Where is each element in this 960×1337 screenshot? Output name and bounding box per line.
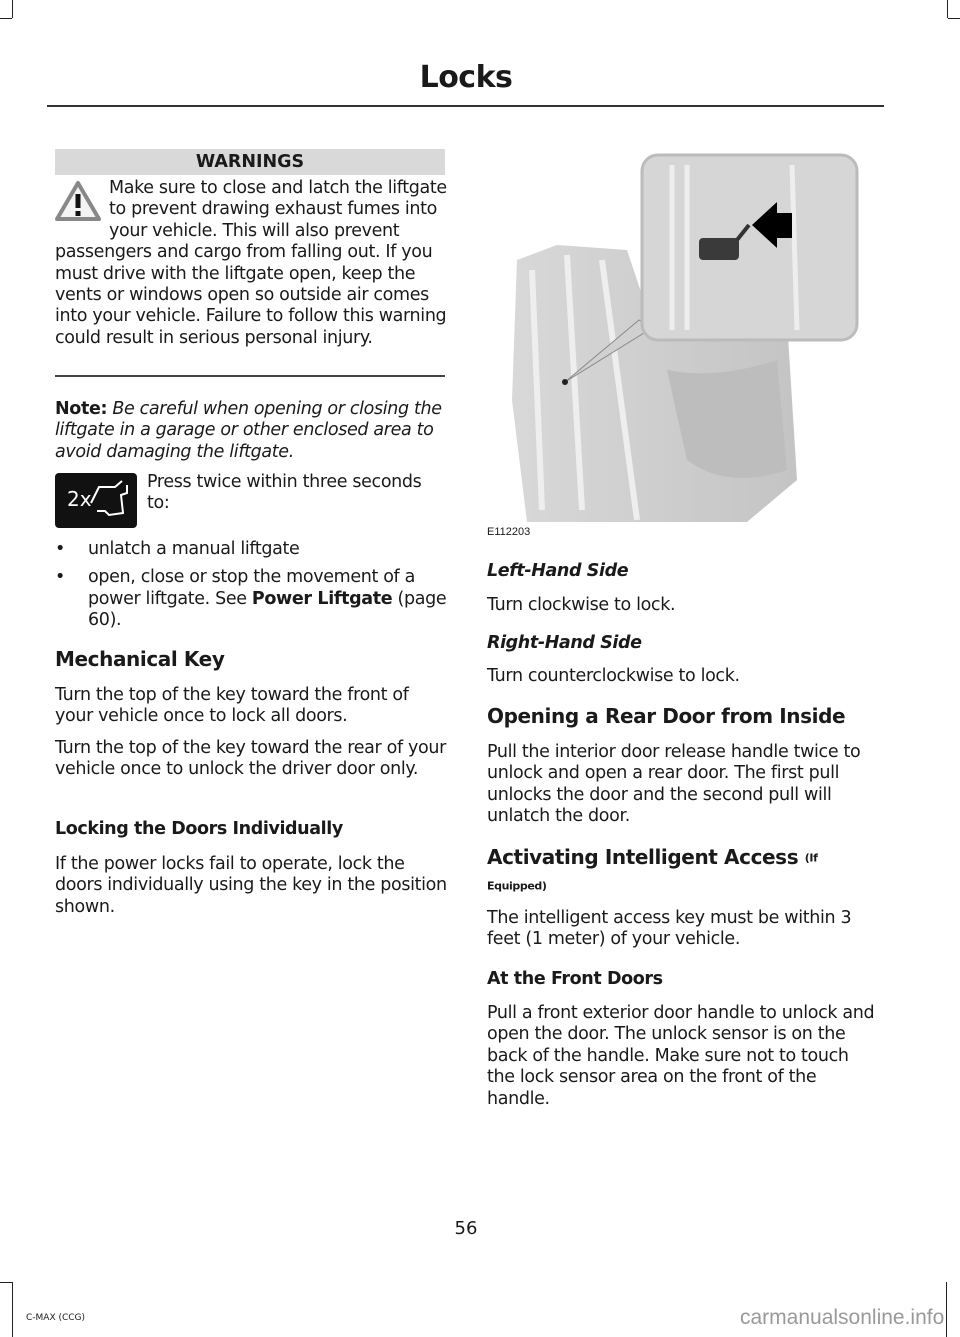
warning-text: Make sure to close and latch the liftgate to prevent drawing exhaust fumes into your vehicle. This will also prevent passengers and cargo from falling out. If you must drive with the liftgate open, keep the vents or windows open so outside air comes into your vehicle. Failure to follow this warning could result in serious personal injury. bbox=[55, 178, 447, 348]
bullet-text: open, close or stop the movement of a power liftgate. See bbox=[88, 567, 415, 609]
warning-block bbox=[55, 178, 447, 349]
front-doors-heading: At the Front Doors bbox=[487, 969, 663, 989]
mechanical-key-p2: Turn the top of the key toward the rear of your vehicle once to unlock the driver door only. bbox=[55, 738, 446, 780]
front-doors-text: Pull a front exterior door handle to unlock and open the door. The unlock sensor is on the back of the handle. Make sure not to touch the lock sensor area on the front of the handle. bbox=[487, 1003, 875, 1109]
lhs-heading: Left-Hand Side bbox=[487, 561, 629, 581]
lhs-text: Turn clockwise to lock. bbox=[487, 595, 676, 615]
rhs-text: Turn counterclockwise to lock. bbox=[487, 666, 740, 686]
press-text: Press twice within three seconds to: bbox=[147, 472, 422, 514]
list-item: • unlatch a manual liftgate bbox=[55, 539, 300, 559]
warning-triangle-icon bbox=[55, 180, 101, 222]
locking-heading: Locking the Doors Individually bbox=[55, 819, 343, 839]
page-number: 56 bbox=[454, 1218, 478, 1239]
page-ref: (page 60). bbox=[88, 588, 447, 631]
mechanical-key-heading: Mechanical Key bbox=[55, 647, 225, 671]
note-label: Note: bbox=[55, 399, 108, 419]
warnings-bar bbox=[55, 149, 445, 175]
bullet-text: unlatch a manual liftgate bbox=[88, 539, 300, 559]
icon-2x-text: 2x bbox=[67, 487, 92, 511]
locking-text: If the power locks fail to operate, lock the doors individually using the key in the position shown. bbox=[55, 854, 447, 917]
door-lock-illustration bbox=[487, 150, 879, 528]
intelligent-access-text: The intelligent access key must be within 3 feet (1 meter) of your vehicle. bbox=[487, 908, 852, 950]
rear-door-heading: Opening a Rear Door from Inside bbox=[487, 704, 846, 728]
rear-door-text: Pull the interior door release handle twice to unlock and open a rear door. The first pull unlocks the door and the second pull will unlatch the door. bbox=[487, 742, 861, 827]
header-rule bbox=[47, 105, 884, 107]
mechanical-key-p1: Turn the top of the key toward the front of your vehicle once to lock all doors. bbox=[55, 685, 409, 727]
ia-qualifier: (If Equipped) bbox=[487, 851, 818, 892]
watermark[interactable]: carmanualsonline.info bbox=[740, 1306, 945, 1329]
ia-title: Activating Intelligent Access bbox=[487, 845, 799, 869]
rhs-heading: Right-Hand Side bbox=[487, 633, 642, 653]
bullet-list bbox=[55, 539, 447, 632]
power-liftgate-link[interactable]: Power Liftgate bbox=[251, 588, 393, 609]
list-item: • open, close or stop the movement of a power liftgate. See Power Liftgate (page 60). bbox=[55, 567, 447, 631]
liftgate-2x-icon bbox=[55, 473, 137, 528]
page-title: Locks bbox=[419, 60, 513, 95]
note bbox=[55, 399, 447, 463]
note-text: Be careful when opening or closing the liftgate in a garage or other enclosed area to avoid damaging the liftgate. bbox=[55, 399, 442, 462]
warnings-title: WARNINGS bbox=[195, 152, 305, 172]
intelligent-access-heading bbox=[487, 844, 879, 899]
warning-divider bbox=[55, 375, 445, 377]
figure-id: E112203 bbox=[487, 526, 531, 538]
model-label: C-MAX (CCG) bbox=[26, 1313, 86, 1323]
